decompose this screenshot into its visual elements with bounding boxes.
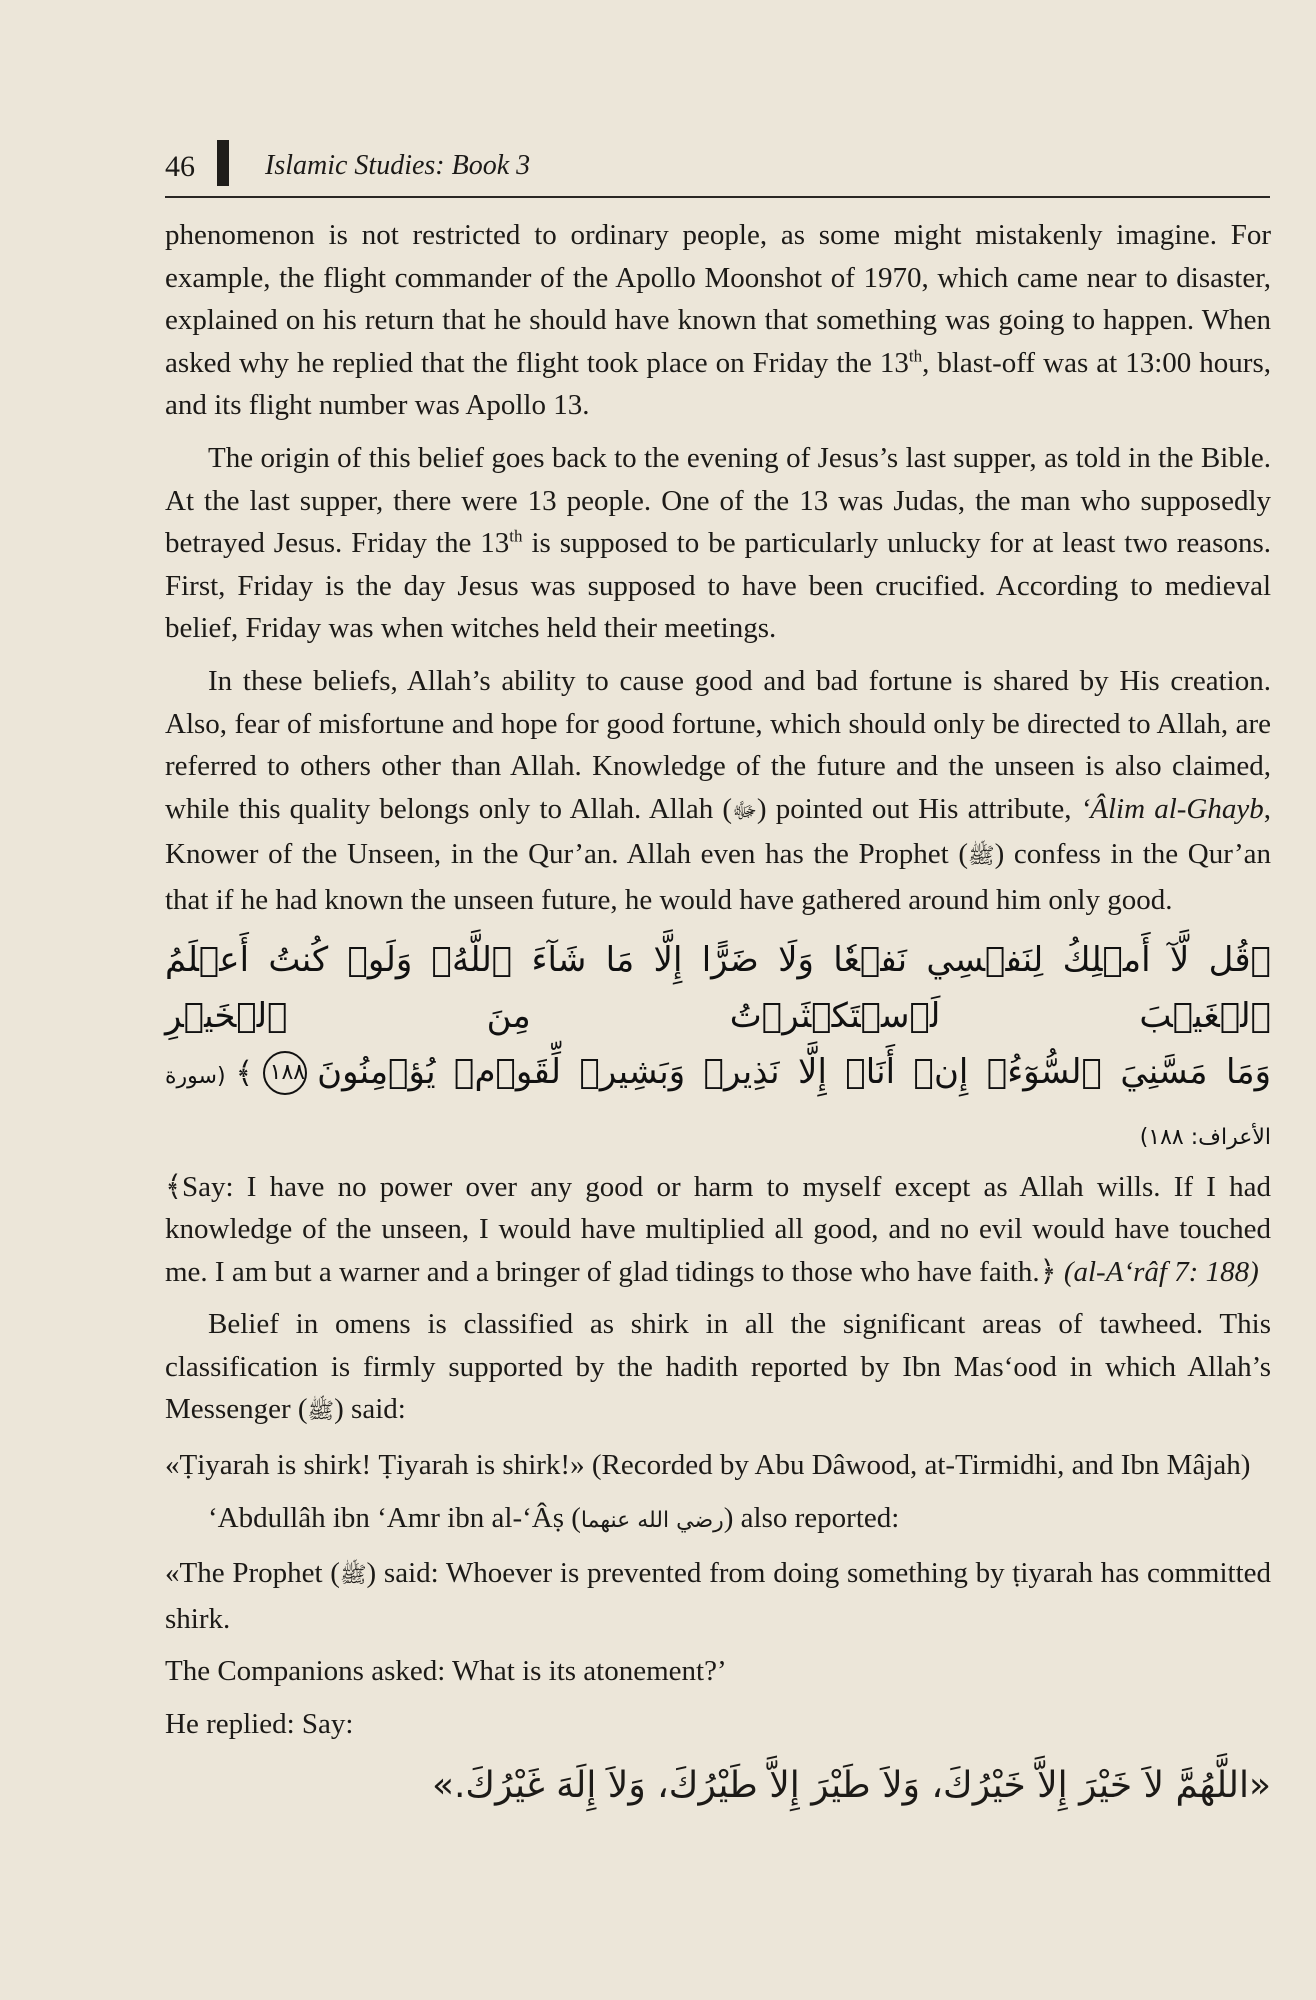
page-header	[165, 140, 1270, 198]
paragraph-text: The origin of this belief goes back to the evening of Jesus’s last supper, as told in the Bible. At the last supper, there were 13 people. One of the 13 was Judas, the man who supposedly betrayed Jesus. Friday the 13	[165, 441, 1271, 560]
paragraph-omens	[165, 1303, 1271, 1434]
header-divider-bar	[217, 140, 229, 186]
honorific-glyph: ﷺ	[307, 1399, 335, 1425]
quran-verse-line-1: ﴿قُل لَّآ أَمۡلِكُ لِنَفۡسِي نَفۡعٗا وَلَا ضَرًّا إِلَّا مَا شَآءَ ٱللَّهُۚ وَلَوۡ كُنتُ أَعۡلَمُ ٱلۡغَيۡبَ لَٱسۡتَكۡثَرۡتُ مِنَ ٱلۡخَيۡرِ	[165, 939, 1271, 1036]
paragraph-text: ) said:	[334, 1393, 406, 1426]
paragraph-text: ‘Abdullâh ibn ‘Amr ibn al-‘Âṣ (	[208, 1501, 581, 1534]
verse-close-ornament: ﴾	[235, 1055, 254, 1091]
running-title: Islamic Studies: Book 3	[265, 150, 531, 181]
companions-question: The Companions asked: What is its atonement?’	[165, 1655, 727, 1688]
superscript: th	[509, 526, 523, 546]
close-ornament: ﴿	[1039, 1255, 1057, 1288]
paragraph-text: , blast-off was at 13:00 hours, and its flight number was Apollo 13.	[165, 346, 1271, 422]
verse-number-marker: ١٨٨	[263, 1051, 307, 1095]
paragraph-text: , Knower of the Unseen, in the Qur’an. Allah even has the Prophet (	[165, 792, 1271, 871]
page-body	[165, 214, 1271, 1816]
verse-translation	[165, 1166, 1271, 1294]
honorific-glyph: رضي الله عنهما	[580, 1507, 724, 1533]
prophet-reply: He replied: Say:	[165, 1708, 354, 1741]
paragraph-text: «The Prophet (	[165, 1557, 340, 1590]
paragraph-text: Belief in omens is classified as shirk in all the significant areas of tawheed. This classification is firmly supported by the hadith reported by Ibn Mas‘ood in which Allah’s Messenger (	[165, 1308, 1271, 1426]
arabic-supplication: «اللَّهُمَّ لاَ خَيْرَ إِلاَّ خَيْرُكَ، وَلاَ طَيْرَ إِلاَّ طَيْرُكَ، وَلاَ إِلَهَ غَيْرُكَ.»	[431, 1764, 1271, 1806]
superscript: th	[908, 346, 923, 366]
verse-reference: (al-A‘râf 7: 188)	[1063, 1255, 1259, 1288]
translation-text: Say: I have no power over any good or harm to myself except as Allah wills. If I had knowledge of the unseen, I would have multiplied all good, and no evil would have touched me. I am but a warner and a bringer of glad tidings to those who have faith.	[165, 1170, 1271, 1288]
paragraph-text: phenomenon is not restricted to ordinary people, as some might mistakenly imagine. For example, the flight commander of the Apollo Moonshot of 1970, which came near to disaster, explained on his return that he should have known that something was going to happen. When asked why he replied that the flight took place on Friday the 13	[165, 219, 1271, 379]
surah-reference: (سورة الأعراف: ١٨٨)	[165, 1063, 1271, 1150]
honorific-glyph: ﷻ	[732, 798, 757, 824]
honorific-glyph: ﷺ	[968, 844, 995, 870]
paragraph-text: is supposed to be particularly unlucky for at least two reasons. First, Friday is the day Jesus was supposed to have been crucified. According to medieval belief, Friday was when witches held their meetings.	[165, 527, 1271, 645]
paragraph-text: ) also reported:	[723, 1501, 900, 1534]
paragraph-text: ) pointed out His attribute,	[756, 792, 1081, 825]
paragraph-text: ) confess in the Qur’an that if he had known the unseen future, he would have gathered around him only good.	[165, 838, 1271, 916]
open-ornament: ﴾	[165, 1170, 182, 1203]
paragraph-text: ) said: Whoever is prevented from doing something by ṭiyarah has committed shirk.	[165, 1557, 1271, 1635]
paragraph-beliefs	[165, 660, 1271, 922]
page-number: 46	[165, 150, 195, 183]
italic-term: ‘Âlim al-Ghayb	[1080, 792, 1264, 825]
quran-verse-text: وَمَا مَسَّنِيَ ٱلسُّوٓءُۚ إِنۡ أَنَا۠ إِلَّا نَذِيرٞ وَبَشِيرٞ لِّقَوۡمٖ يُؤۡمِنُونَ	[317, 1051, 1271, 1092]
hadith-quote-2	[165, 1552, 1271, 1640]
honorific-glyph: ﷺ	[339, 1563, 367, 1589]
paragraph-apollo	[165, 214, 1271, 427]
paragraph-text: In these beliefs, Allah’s ability to cause good and bad fortune is shared by His creation. Also, fear of misfortune and hope for good fortune, which should only be directed to Allah, are referred to others other than Allah. Knowledge of the future and the unseen is also claimed, while this quality belongs only to Allah. Allah (	[165, 664, 1271, 825]
quran-verse-line-2	[165, 1044, 1271, 1166]
hadith-quote-1: «Ṭiyarah is shirk! Ṭiyarah is shirk!» (Recorded by Abu Dâwood, at-Tirmidhi, and Ibn Mâjah)	[165, 1449, 1251, 1482]
paragraph-abdullah	[165, 1497, 1271, 1543]
paragraph-origin	[165, 437, 1271, 650]
